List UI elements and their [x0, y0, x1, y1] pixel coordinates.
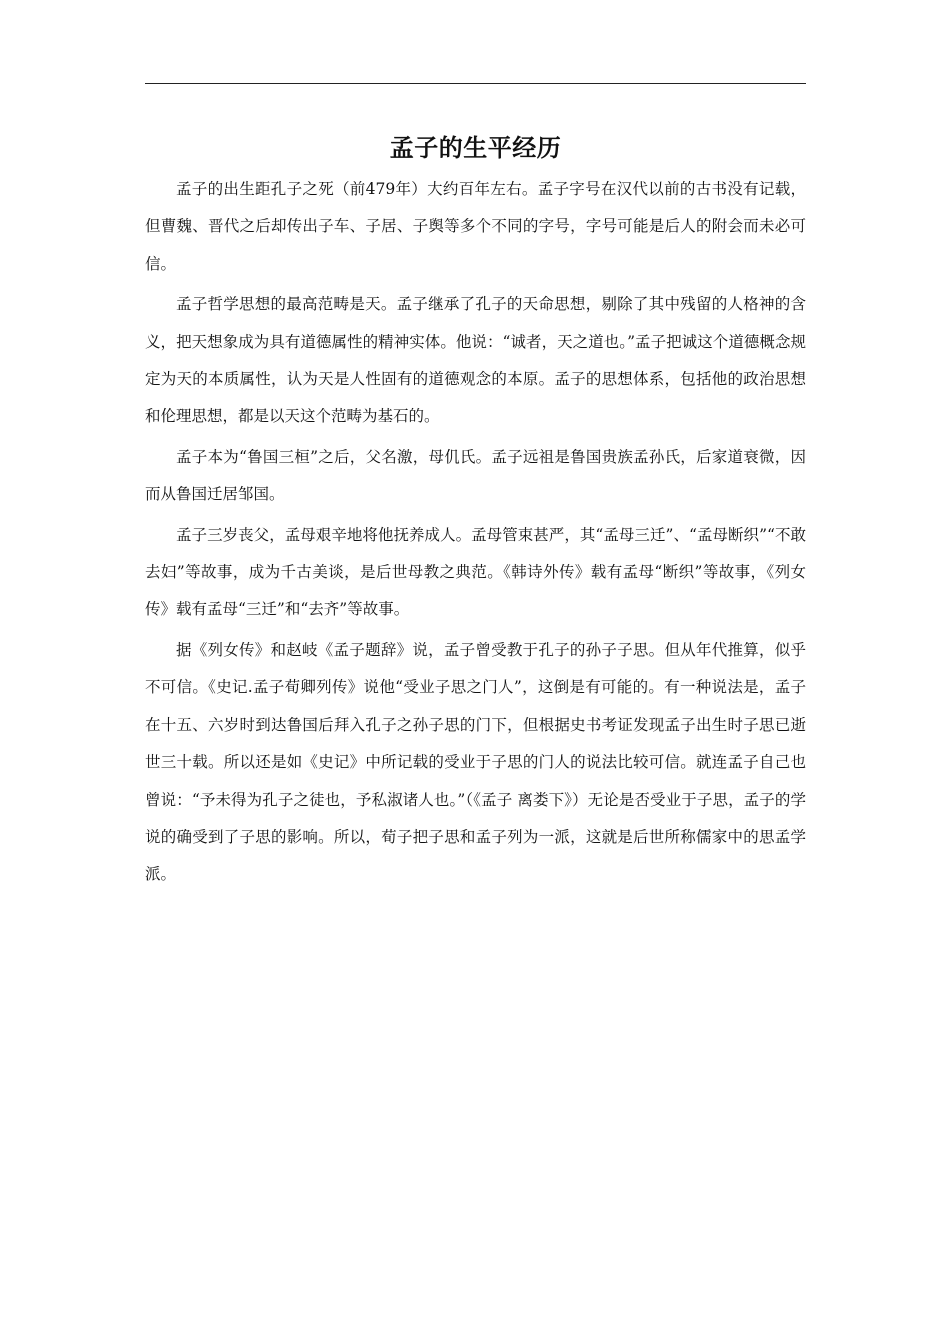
paragraph-5: 据《列女传》和赵岐《孟子题辞》说，孟子曾受教于孔子的孙子子思。但从年代推算，似乎不可信。《史记.孟子荀卿列传》说他“受业子思之门人”，这倒是有可能的。有一种说法是，孟子在十五、六岁时到达鲁国后拜入孔子之孙子思的门下，但根据史书考证发现孟子出生时子思已逝世三十载。所以还是如《史记》中所记载的受业于子思的门人的说法比较可信。就连孟子自己也曾说：“予未得为孔子之徒也，予私淑诸人也。”（《孟子 离娄下》）无论是否受业于子思，孟子的学说的确受到了子思的影响。所以，荀子把子思和孟子列为一派，这就是后世所称儒家中的思孟学派。 [145, 640, 806, 884]
paragraph-3: 孟子本为“鲁国三桓”之后，父名激，母仉氏。孟子远祖是鲁国贵族孟孙氏，后家道衰微，因而从鲁国迁居邹国。 [145, 447, 806, 504]
paragraph-2: 孟子哲学思想的最高范畴是天。孟子继承了孔子的天命思想，剔除了其中残留的人格神的含义，把天想象成为具有道德属性的精神实体。他说：“诚者，天之道也。”孟子把诚这个道德概念规定为天的本质属性，认为天是人性固有的道德观念的本原。孟子的思想体系，包括他的政治思想和伦理思想，都是以天这个范畴为基石的。 [145, 295, 806, 426]
document-body [145, 171, 806, 897]
document-title: 孟子的生平经历 [389, 134, 562, 162]
header-rule [145, 83, 806, 84]
paragraph-1: 孟子的出生距孔子之死（前479年）大约百年左右。孟子字号在汉代以前的古书没有记载，但曹魏、晋代之后却传出子车、子居、子舆等多个不同的字号，字号可能是后人的附会而未必可信。 [145, 180, 806, 273]
paragraph-4: 孟子三岁丧父，孟母艰辛地将他抚养成人。孟母管束甚严，其“孟母三迁”、“孟母断织”“不敢去妇”等故事，成为千古美谈，是后世母教之典范。《韩诗外传》载有孟母“断织”等故事，《列女传》载有孟母“三迁”和“去齐”等故事。 [145, 525, 806, 619]
